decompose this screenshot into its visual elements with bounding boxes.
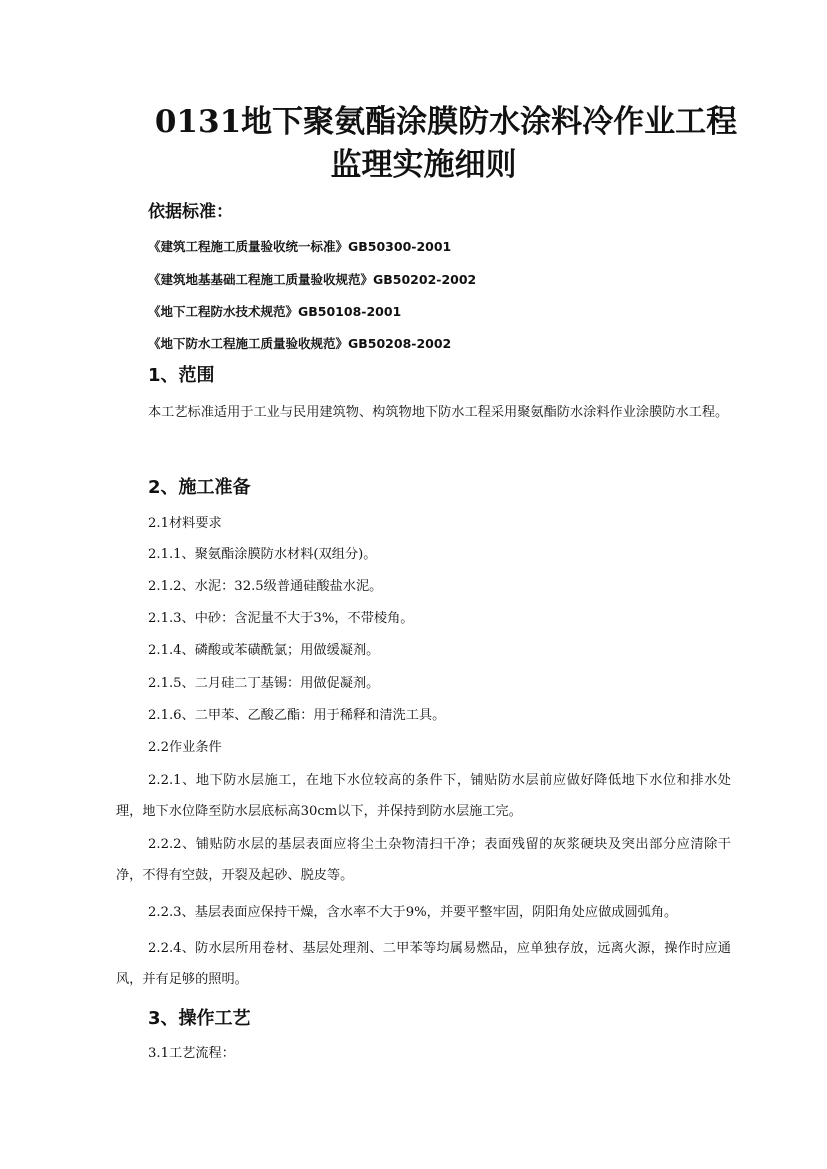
material-item: 2.1.3、中砂：含泥量不大于3%，不带棱角。 bbox=[148, 611, 414, 626]
condition-item: 2.2.1、地下防水层施工，在地下水位较高的条件下，铺贴防水层前应做好降低地下水位和排水处理，地下水位降至防水层底标高30cm以下，并保持到防水层施工完。 bbox=[116, 773, 731, 819]
standard-item: 《建筑工程施工质量验收统一标准》GB50300-2001 bbox=[148, 239, 452, 254]
material-item: 2.1.4、磷酸或苯磺酰氯；用做缓凝剂。 bbox=[148, 643, 380, 658]
material-item: 2.1.6、二甲苯、乙酸乙酯：用于稀释和清洗工具。 bbox=[148, 708, 446, 723]
subsection-materials: 2.1材料要求 bbox=[148, 516, 222, 531]
scope-paragraph: 本工艺标准适用于工业与民用建筑物、构筑物地下防水工程采用聚氨酯防水涂料作业涂膜防水工程。 bbox=[148, 405, 729, 420]
section-heading-scope: 1、范围 bbox=[148, 365, 215, 386]
material-item: 2.1.2、水泥：32.5级普通硅酸盐水泥。 bbox=[148, 579, 383, 594]
section-heading-preparation: 2、施工准备 bbox=[148, 477, 251, 498]
document-title-line2: 监理实施细则 bbox=[330, 147, 517, 183]
subsection-process-flow: 3.1工艺流程： bbox=[148, 1046, 235, 1061]
material-item: 2.1.1、聚氨酯涂膜防水材料(双组分)。 bbox=[148, 547, 377, 562]
condition-item: 2.2.3、基层表面应保持干燥，含水率不大于9%，并要平整牢固，阴阳角处应做成圆弧角。 bbox=[148, 905, 678, 920]
condition-item: 2.2.4、防水层所用卷材、基层处理剂、二甲苯等均属易燃品，应单独存放，远离火源，操作时应通风，并有足够的照明。 bbox=[116, 941, 731, 987]
standard-item: 《地下防水工程施工质量验收规范》GB50208-2002 bbox=[148, 336, 452, 351]
basis-heading: 依据标准： bbox=[148, 202, 233, 222]
standard-item: 《地下工程防水技术规范》GB50108-2001 bbox=[148, 304, 402, 319]
section-heading-process: 3、操作工艺 bbox=[148, 1008, 251, 1029]
document-title-line1: 0131地下聚氨酯涂膜防水涂料冷作业工程 bbox=[154, 104, 738, 140]
subsection-conditions: 2.2作业条件 bbox=[148, 740, 222, 755]
condition-item: 2.2.2、铺贴防水层的基层表面应将尘土杂物清扫干净；表面残留的灰浆硬块及突出部分应清除干净，不得有空鼓，开裂及起砂、脱皮等。 bbox=[116, 837, 731, 883]
standard-item: 《建筑地基基础工程施工质量验收规范》GB50202-2002 bbox=[148, 272, 477, 287]
material-item: 2.1.5、二月硅二丁基锡：用做促凝剂。 bbox=[148, 676, 380, 691]
